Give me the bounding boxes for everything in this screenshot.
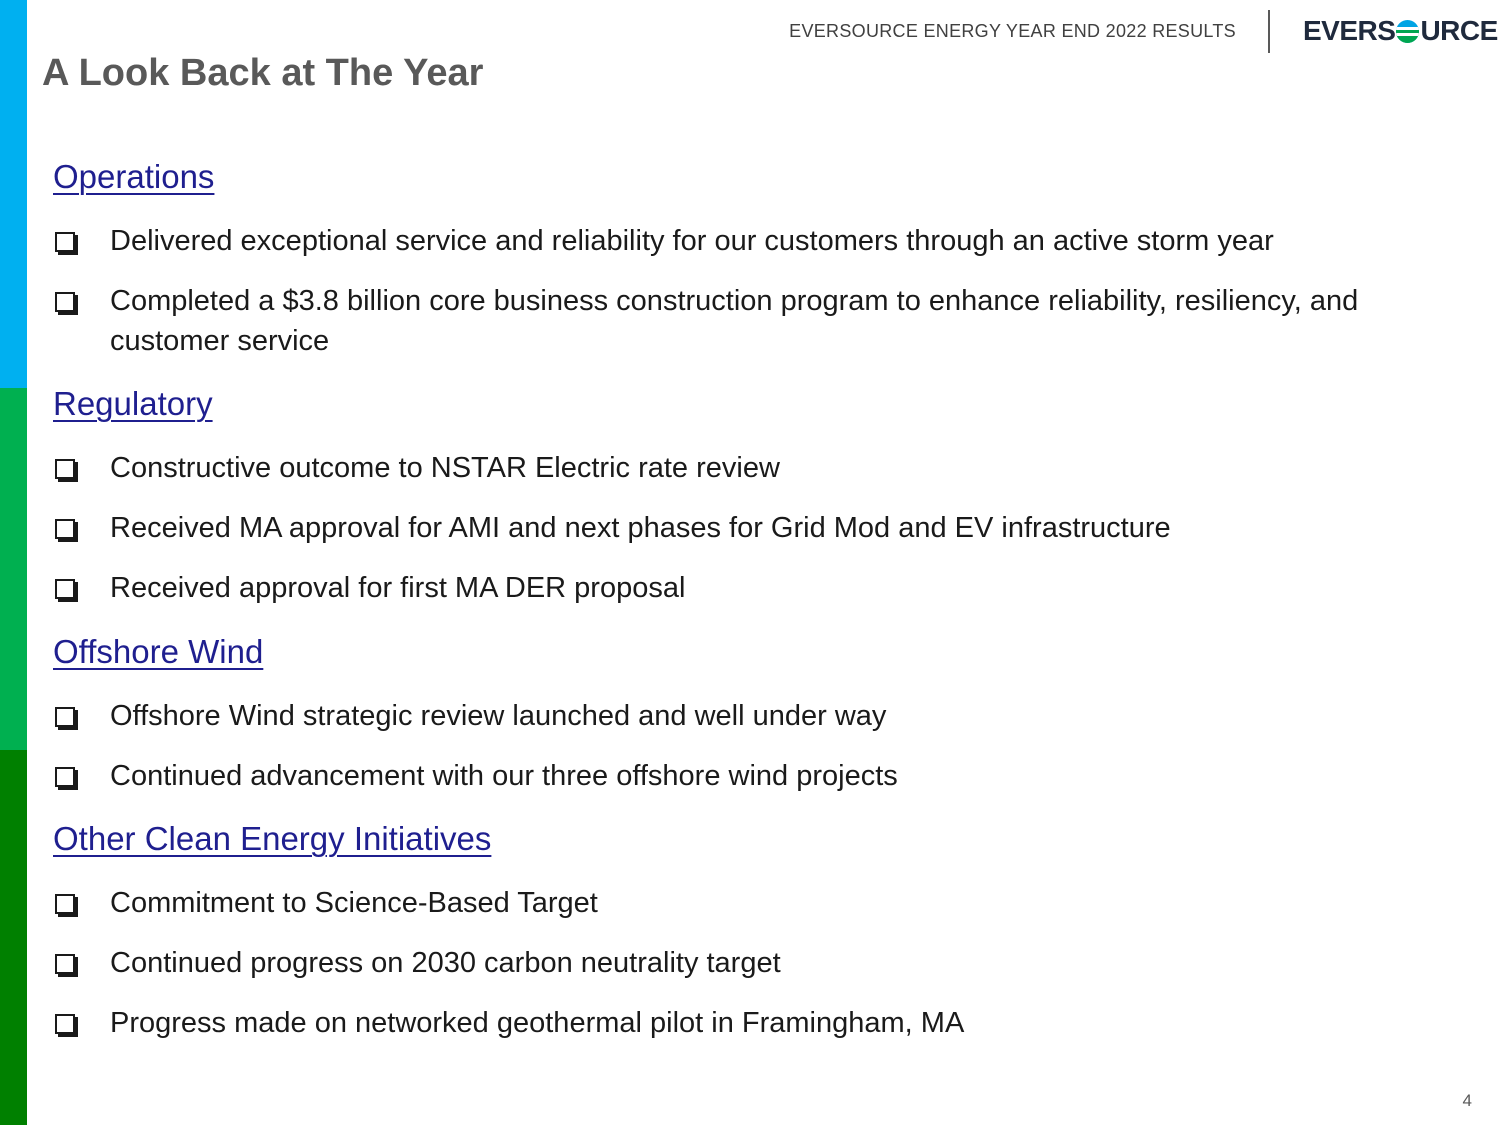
side-accent-bar-dark-green (0, 750, 27, 1125)
checkbox-bullet-icon (55, 1014, 75, 1034)
checkbox-bullet-icon (55, 232, 75, 252)
checkbox-bullet-icon (55, 292, 75, 312)
bullet-text: Continued advancement with our three offshore wind projects (110, 760, 898, 792)
header-tagline: EVERSOURCE ENERGY YEAR END 2022 RESULTS (789, 21, 1236, 41)
logo-globe-icon (1396, 20, 1419, 43)
bullet-text: Continued progress on 2030 carbon neutrality target (110, 947, 781, 979)
section-heading-regulatory[interactable]: Regulatory (53, 385, 213, 422)
side-accent-bar-blue (0, 0, 27, 388)
section-heading-operations[interactable]: Operations (53, 158, 215, 195)
logo-text-right: URCE (1420, 15, 1498, 46)
bullet-text: Received approval for first MA DER proposal (110, 572, 686, 604)
bullet-text: Progress made on networked geothermal pilot in Framingham, MA (110, 1007, 965, 1039)
bullet-text: Received MA approval for AMI and next phases for Grid Mod and EV infrastructure (110, 512, 1171, 544)
logo-text-left: EVERS (1303, 15, 1396, 46)
checkbox-bullet-icon (55, 954, 75, 974)
bullet-text: Constructive outcome to NSTAR Electric rate review (110, 452, 780, 484)
checkbox-bullet-icon (55, 519, 75, 539)
checkbox-bullet-icon (55, 579, 75, 599)
section-heading-offshore-wind[interactable]: Offshore Wind (53, 633, 264, 670)
checkbox-bullet-icon (55, 459, 75, 479)
bullet-text: Offshore Wind strategic review launched and well under way (110, 700, 887, 732)
bullet-text: Completed a $3.8 billion core business construction program to enhance reliability, resiliency, and customer service (110, 285, 1359, 357)
bullet-text: Commitment to Science-Based Target (110, 887, 598, 919)
page-number: 4 (1462, 1091, 1472, 1110)
eversource-logo (1303, 13, 1498, 49)
checkbox-bullet-icon (55, 767, 75, 787)
checkbox-bullet-icon (55, 707, 75, 727)
checkbox-bullet-icon (55, 894, 75, 914)
side-accent-bar-green (0, 388, 27, 750)
section-heading-other-clean-energy[interactable]: Other Clean Energy Initiatives (53, 820, 492, 857)
bullet-text: Delivered exceptional service and reliability for our customers through an active storm year (110, 225, 1274, 257)
page-title: A Look Back at The Year (42, 52, 484, 94)
header-divider (1268, 10, 1270, 53)
